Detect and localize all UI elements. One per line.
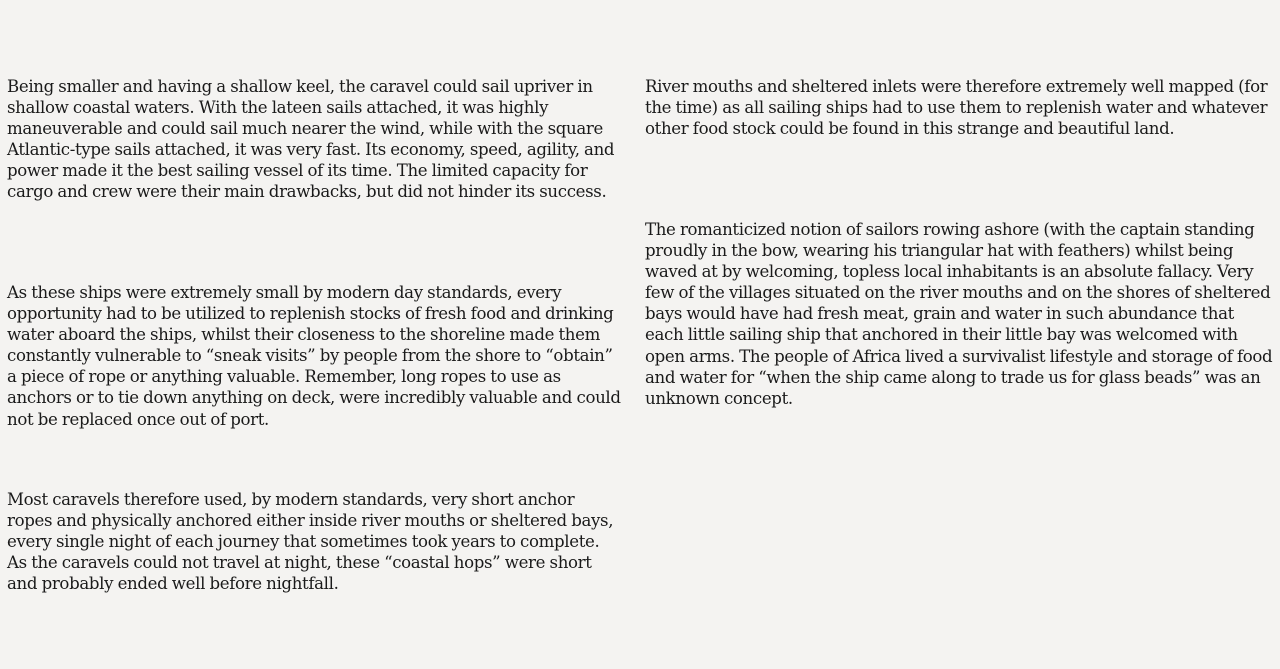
paragraph-caravel-design: Being smaller and having a shallow keel, the caravel could sail upriver in shallow coastal waters. With the lateen sails attached, it was highly maneuverable and could sail much nearer the wind, while with the square Atlantic-type sails attached, it was very fast. Its economy, speed, agility, and power made it the best sailing vessel of its time. The limited capacity for cargo and crew were their main drawbacks, but did not hinder its success. bbox=[7, 77, 615, 202]
paragraph-ship-supplies: As these ships were extremely small by modern day standards, every opportunity had to be utilized to replenish stocks of fresh food and drinking water aboard the ships, whilst their closeness to the shoreline made them constantly vulnerable to “sneak visits” by people from the shore to “obtain” a piece of rope or anything valuable. Remember, long ropes to use as anchors or to tie down anything on deck, were incredibly valuable and could not be replaced once out of port. bbox=[7, 283, 621, 429]
paragraph-romanticized-notion: The romanticized notion of sailors rowing ashore (with the captain standing proudly in the bow, wearing his triangular hat with feathers) whilst being waved at by welcoming, topless local inhabitants is an absolute fallacy. Very few of the villages situated on the river mouths and on the shores of sheltered bays would have had fresh meat, grain and water in such abundance that each little sailing ship that anchored in their little bay was welcomed with open arms. The people of Africa lived a survivalist lifestyle and storage of food and water for “when the ship came along to trade us for glass beads” was an unknown concept. bbox=[645, 220, 1273, 408]
paragraph-anchoring: Most caravels therefore used, by modern standards, very short anchor ropes and physically anchored either inside river mouths or sheltered bays, every single night of each journey that sometimes took years to complete. As the caravels could not travel at night, these “coastal hops” were short and probably ended well before nightfall. bbox=[7, 490, 614, 594]
paragraph-river-mouths: River mouths and sheltered inlets were therefore extremely well mapped (for the time) as all sailing ships had to use them to replenish water and whatever other food stock could be found in this strange and beautiful land. bbox=[645, 77, 1268, 139]
